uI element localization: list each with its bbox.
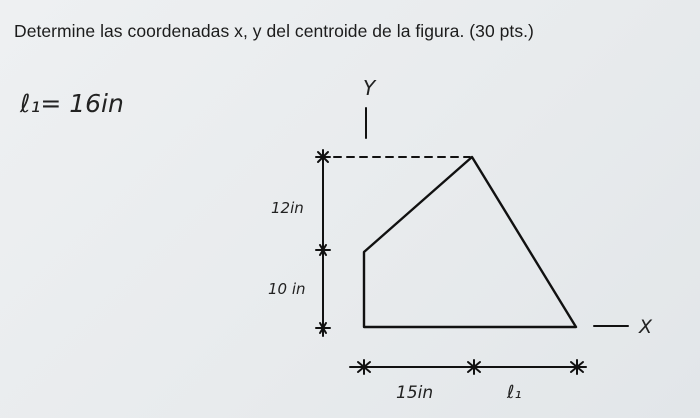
- horizontal-dimension: [350, 360, 586, 374]
- height-lower-label: 10 in: [268, 280, 306, 298]
- width-left-label: 15in: [396, 383, 434, 403]
- trapezoid-shape: [364, 157, 576, 327]
- height-upper-label: 12in: [271, 199, 304, 217]
- y-axis-label: Y: [363, 76, 376, 100]
- width-right-label: ℓ₁: [507, 382, 522, 403]
- problem-statement: Determine las coordenadas x, y del centroide de la figura. (30 pts.): [14, 21, 534, 41]
- given-length-label: ℓ₁= 16in: [20, 89, 124, 118]
- x-axis-label: X: [639, 316, 653, 338]
- vertical-dimension: [316, 150, 330, 336]
